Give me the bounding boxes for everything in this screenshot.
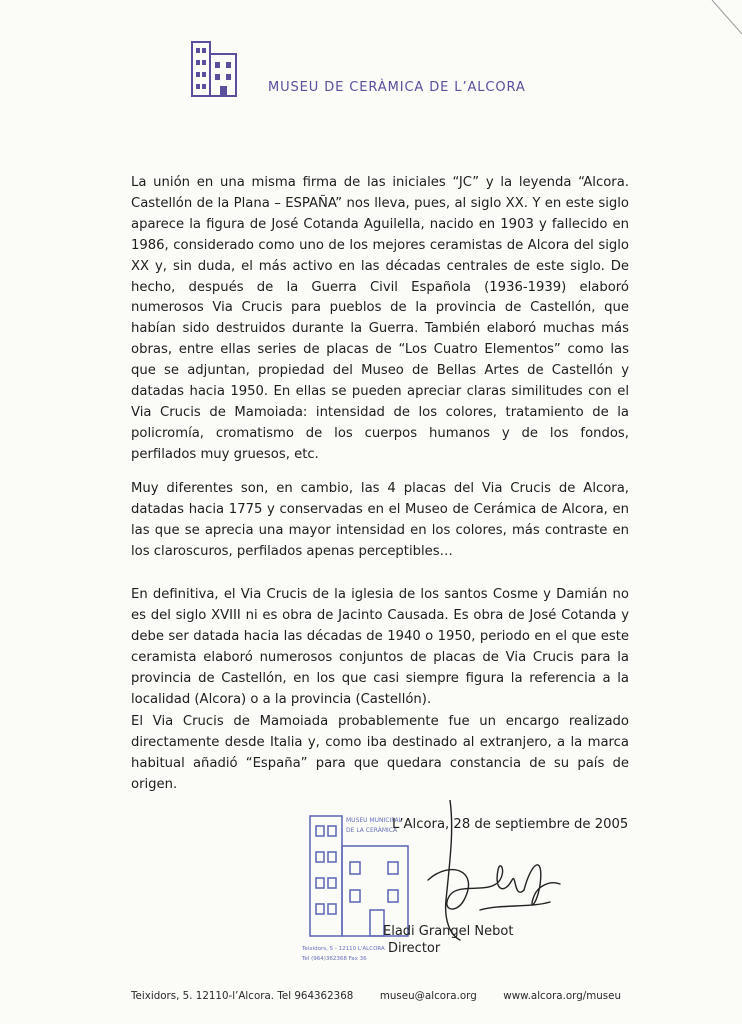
footer-address: Teixidors, 5. 12110-l’Alcora. Tel 964362368 (131, 990, 354, 1002)
footer-website: www.alcora.org/museu (503, 990, 621, 1002)
stamp-line-4: Tel (964)362368 Fax 36 (302, 956, 367, 962)
signer-name: Eladi Grangel Nebot (383, 924, 514, 939)
signer-role: Director (388, 941, 441, 956)
letterhead-footer (131, 990, 621, 1002)
body-paragraph-1: La unión en una misma firma de las iniciales “JC” y la leyenda “Alcora. Castellón de la Plana – ESPAÑA” nos lleva, pues, al siglo XX. Y en este siglo aparece la figura de José Cotanda Aguilella, nacido en 1903 y fallecido en 1986, considerado como uno de los mejores ceramistas de Alcora del siglo XX y, sin duda, el más activo en las décadas centrales de este siglo. De hecho, después de la Guerra Civil Española (1936-1939) elaboró numerosos Via Crucis para pueblos de la provincia de Castellón, que habían sido destruidos durante la Guerra. También elaboró muchas más obras, entre ellas series de placas de “Los Cuatro Elementos” como las que se adjuntan, propiedad del Museo de Bellas Artes de Castellón y datadas hacia 1950. En ellas se pueden apreciar claras similitudes con el Via Crucis de Mamoiada: intensidad de los colores, tratamiento de la policromía, cromatismo de los cuerpos humanos y de los fondos, perfilados muy gruesos, etc. (131, 175, 629, 462)
page-fold-mark (702, 0, 742, 40)
stamp-line-3: Teixidors, 5 - 12110 L'ALCORA (302, 946, 385, 952)
footer-email: museu@alcora.org (379, 990, 477, 1002)
stamp-line-2: DE LA CERÀMICA (346, 827, 398, 834)
museum-name-header: MUSEU DE CERÀMICA DE L’ALCORA (268, 80, 526, 95)
body-paragraph-3: En definitiva, el Via Crucis de la iglesia de los santos Cosme y Damián no es del siglo XVIII ni es obra de Jacinto Causada. Es obra de José Cotanda y debe ser datada hacia las décadas de 1940 o 1950, periodo en el que este ceramista elaboró numerosos conjuntos de placas de Via Crucis para la provincia de Castellón, en los que casi siempre figura la referencia a la localidad (Alcora) o a la provincia (Castellón). (131, 587, 629, 707)
body-paragraph-2: Muy diferentes son, en cambio, las 4 placas del Via Crucis de Alcora, datadas hacia 1775 y conservadas en el Museo de Cerámica de Alcora, en las que se aprecia una mayor intensidad en los colores, más contraste en los claroscuros, perfilados apenas perceptibles… (131, 481, 629, 559)
letter-date: L’Alcora, 28 de septiembre de 2005 (392, 817, 629, 832)
body-paragraph-4: El Via Crucis de Mamoiada probablemente fue un encargo realizado directamente desde Italia y, como iba destinado al extranjero, a la marca habitual añadió “España” para que quedara constancia de su país de origen. (131, 714, 629, 792)
stamp-line-1: MUSEU MUNICIPAL (346, 817, 402, 824)
museum-building-icon (190, 40, 238, 98)
